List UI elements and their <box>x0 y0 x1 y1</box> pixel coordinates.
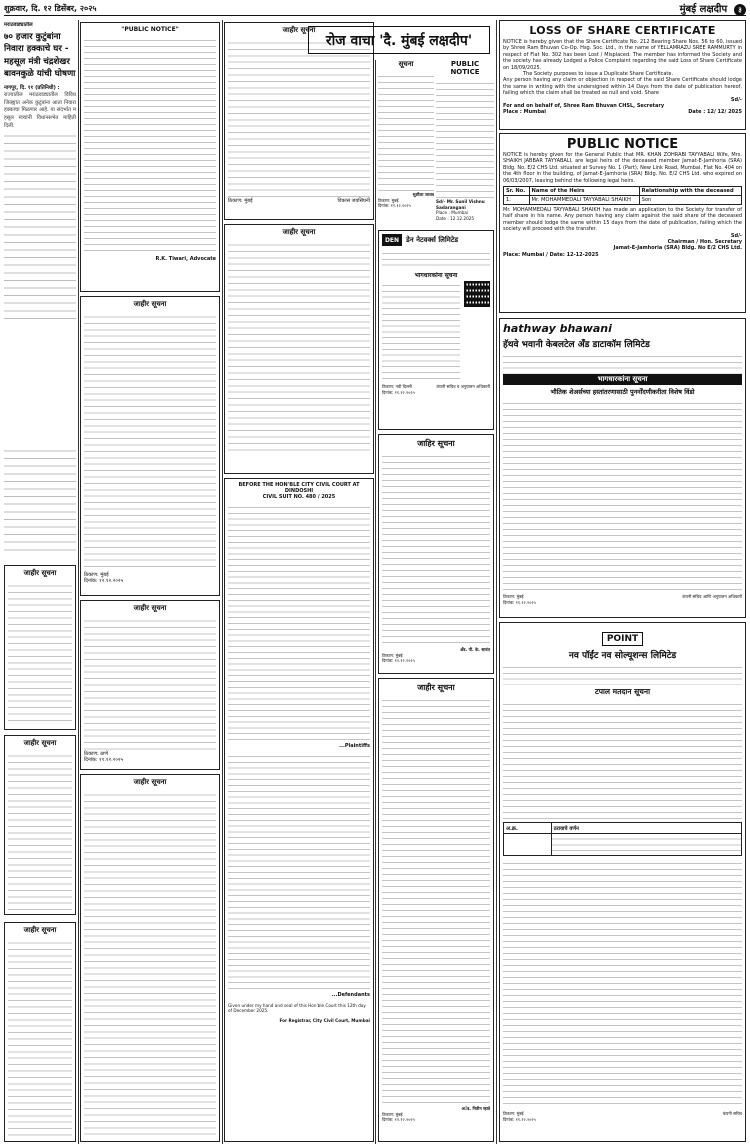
masthead <box>4 2 746 16</box>
notice-place: Place : Mumbai <box>436 210 468 216</box>
den-notice <box>378 230 494 430</box>
notice-box <box>80 774 220 1142</box>
notice-title: जाहीर सूचना <box>133 300 167 308</box>
news-article <box>4 22 76 442</box>
plaintiffs-label: ...Plaintiffs <box>339 743 370 749</box>
column-rule <box>375 60 376 1144</box>
notice-body <box>8 938 72 1136</box>
den-company: डेन नेटवर्क्स लिमिटेड <box>406 235 459 244</box>
loss-place: Place : Mumbai <box>503 109 547 116</box>
table-header: Relationship with the deceased <box>639 187 741 196</box>
notice-date: दिनांक: १२.१२.२०२५ <box>382 658 415 664</box>
den-place: ठिकाण: नवी दिल्ली <box>382 384 412 389</box>
notice-body <box>8 581 72 721</box>
notice-title: जाहीर सूचना <box>133 778 167 786</box>
table-header: ठरावाचे वर्णन <box>551 823 741 834</box>
hathway-company: हॅथवे भवानी केबलटेल अँड डाटाकॉम लिमिटेड <box>503 340 650 350</box>
den-body <box>382 281 460 381</box>
notice-body <box>8 751 72 911</box>
den-header <box>382 234 490 246</box>
pn-body: NOTICE is hereby given for the General Public that MR. KHAN ZOHRABI TAYYABALI Wife, Mrs. SHAIKH JABBAR TAYYABALI, are legal heirs of the deceased member Jamat-E-Jamhoria (SRA) Bldg. No. E/2 CHS Ltd. situated at Survey No. 1 (Part), New Link Road, Mumbai, Flat No. 404 on the 4th floor in the building, of Jamat-E-Jamhoria (SRA) Bldg. No. E/2 CHS Ltd. who expired on 06/03/2007, leaving behind the following legal heirs. <box>503 152 742 184</box>
notice-title: जाहीर सूचना <box>417 683 455 692</box>
notice-body <box>436 79 494 199</box>
loss-body-3: Any person having any claim or objection in respect of the said Share Certificate should lodge the same in writing with the undersigned within 14 Days from the date of publication hereof, failing which the claim shall be treated as null and void. Share <box>503 77 742 97</box>
table-header-row <box>504 187 742 196</box>
defendants-label: ...Defendants <box>331 992 370 999</box>
public-notice-mid <box>436 60 494 225</box>
page-number: ३ <box>734 4 746 16</box>
den-date: दिनांक: ११.१२.२०२५ <box>382 389 415 395</box>
table-cell: Son <box>639 196 741 205</box>
hathway-signer: कंपनी सचिव आणि अनुपालन अधिकारी <box>682 594 742 599</box>
pn-sign-title: Chairman / Hon. Secretary <box>667 239 742 246</box>
den-signer: कंपनी सचिव व अनुपालन अधिकारी <box>436 384 490 389</box>
table-header-row <box>504 823 742 834</box>
table-cell <box>504 834 552 856</box>
court-notice <box>224 478 374 1142</box>
hathway-section: भागधारकांना सूचना <box>503 374 742 385</box>
loss-body: NOTICE is hereby given that the Share Certificate No. 212 Bearing Share Nos. 56 to 60, issued by Shree Ram Bhuvan Co-Op. Hsg. Soc. Ltd., in the name of YELLAMRAZU SREE RAMMURTY in respect of Flat No. 302 has been Lost / Misplaced. The member has informed the Society and the society has already Lodged a Police Complaint regarding the said Loss of Share Certificate on 18/09/2025. <box>503 39 742 71</box>
notice-body <box>84 312 216 572</box>
notice-box <box>378 434 494 674</box>
column-rule <box>222 20 223 1144</box>
point-logo: POINT <box>602 632 643 646</box>
hathway-notice <box>499 318 746 618</box>
resolution-table <box>503 822 742 856</box>
public-notice-right <box>499 133 746 313</box>
notice-place: ठिकाण: मुंबई <box>228 198 253 204</box>
newspaper-banner: रोज वाचा 'दै. मुंबई लक्षदीप' <box>308 26 490 54</box>
notice-date: दिनांक: १२.१२.२०२५ <box>382 1117 415 1123</box>
hathway-address <box>503 352 742 374</box>
notice-body <box>84 790 216 1135</box>
notice-title: सूचना <box>398 60 414 68</box>
notice-signer: अँड. पी. के. सावंत <box>460 647 490 652</box>
pn-sign: Sd/- <box>730 232 742 239</box>
brand-name: मुंबई लक्षदीप <box>679 4 728 15</box>
article-body-filler <box>4 130 76 320</box>
notice-title: जाहिर सूचना <box>417 439 455 448</box>
notice-box <box>378 60 434 225</box>
point-header <box>503 626 742 646</box>
notice-box <box>4 922 76 1142</box>
notice-signer: सुशीला जाधव <box>412 192 434 197</box>
point-body <box>503 700 742 820</box>
den-body-row <box>382 281 490 381</box>
court-subtitle: CIVIL SUIT NO. 480 / 2025 <box>262 494 336 500</box>
loss-of-share-notice <box>499 20 746 130</box>
notice-box <box>80 600 220 770</box>
hathway-body <box>503 399 742 594</box>
table-cell <box>551 834 741 856</box>
pn-body-after: Mr. MOHAMMEDALI TAYYABALI SHAIKH has made an application to the Society for transfer of half share in his name. Any person having any claim against the said share of the deceased member should lodge the same within 15 days from the date of publication, failing which the society will proceed with the transfer. <box>503 207 742 233</box>
qr-code-icon <box>464 281 490 307</box>
hathway-place: ठिकाण: मुंबई <box>503 594 524 599</box>
notice-signer: विकास जयसिंघनी <box>337 198 370 204</box>
article-headline: ७० हजार कुटुंबांना निवारा हक्काचे घर - महसूल मंत्री चंद्रशेखर बावनकुळे यांची घोषणा <box>4 31 76 80</box>
loss-for: For and on behalf of, Shree Ram Bhuvan CHSL, Secretary <box>503 103 665 110</box>
den-notice-title: भागधारकांना सूचना <box>414 272 458 279</box>
notice-body <box>228 38 370 198</box>
pn-title: PUBLIC NOTICE <box>566 137 679 152</box>
table-row <box>504 196 742 205</box>
article-dateline: नागपूर, दि. ११ (प्रतिनिधी) : <box>4 84 60 91</box>
notice-place: ठिकाण: मुंबई <box>382 652 403 658</box>
notice-box <box>4 735 76 915</box>
notice-body <box>84 616 216 751</box>
column-rule <box>78 20 79 1144</box>
table-cell: Mr. MOHAMMEDALI TAYYABALI SHAIKH <box>529 196 639 205</box>
table-header: Sr. No. <box>504 187 530 196</box>
public-notice-left <box>80 22 220 292</box>
den-logo: DEN <box>382 234 402 246</box>
loss-body-2: The Society purposes to issue a Duplicate Share Certificate. <box>523 71 674 78</box>
notice-body <box>84 36 216 256</box>
table-header: अ.क्र. <box>504 823 552 834</box>
pn-society: Jamat-E-Jamhoria (SRA) Bldg. No E/2 CHS Ltd. <box>613 245 742 252</box>
notice-date: दिनांक: ११.१२.२०२५ <box>378 203 411 209</box>
point-place: ठिकाण: मुंबई <box>503 1111 524 1116</box>
pn-place-date: Place: Mumbai / Date: 12-12-2025 <box>503 251 599 258</box>
den-address <box>382 249 490 269</box>
notice-title: जाहीर सूचना <box>133 604 167 612</box>
den-footer <box>382 384 490 390</box>
notice-title: जाहीर सूचना <box>23 569 57 577</box>
notice-title: जाहीर सूचना <box>23 926 57 934</box>
notice-title: PUBLIC NOTICE <box>450 60 480 76</box>
news-article-continued <box>4 445 76 555</box>
point-date: दिनांक: ११.१२.२०२५ <box>503 1116 536 1122</box>
court-signer: For Registrar, City Civil Court, Mumbai <box>279 1018 370 1023</box>
notice-place: ठिकाण: मुंबई <box>382 1111 403 1117</box>
notice-signer: Sd/- Mr. Sunil Vishnu Sadarangani <box>436 199 485 210</box>
notice-place: ठिकाण: मुंबई <box>378 197 399 203</box>
heirs-table <box>503 186 742 205</box>
point-signer: कंपनी सचिव <box>722 1111 742 1116</box>
table-row <box>504 834 742 856</box>
point-notice <box>499 622 746 1142</box>
notice-date: दिनांक: ११.१२.२०२५ <box>84 757 124 764</box>
notice-date: Date : 12.12.2025 <box>436 215 475 221</box>
notice-body <box>382 696 490 1106</box>
loss-sd: Sd/- <box>730 96 742 103</box>
notice-body <box>378 72 434 192</box>
notice-date: दिनांक: १२.१२.२०२५ <box>84 578 124 585</box>
notice-place: ठिकाण: ठाणे <box>84 751 109 757</box>
court-given: Given under my hand and seal of this Hon'ble Court this 12th day of December 2025. <box>228 1002 366 1014</box>
notice-box <box>4 565 76 730</box>
notice-title: जाहीर सूचना <box>23 739 57 747</box>
notice-box <box>378 678 494 1142</box>
defendants-list <box>228 752 370 992</box>
notice-box <box>224 224 374 474</box>
notice-signer: R.K. Tiwari, Advocate <box>155 256 216 262</box>
notice-box <box>80 296 220 596</box>
hathway-date: दिनांक: ११.१२.२०२५ <box>503 599 536 605</box>
notice-title: जाहीर सूचना <box>282 228 316 236</box>
masthead-brand <box>680 1 746 16</box>
notice-place: ठिकाण: मुंबई <box>84 572 109 578</box>
hathway-headline: भौतिक शेअर्सच्या हस्तांतरणासाठी पुनर्नोंदणीकरीता विशेष विंडो <box>550 388 695 396</box>
point-notice-title: टपाल मतदान सूचना <box>594 687 651 696</box>
hathway-logo: hathway bhawani <box>503 322 612 335</box>
point-company: नव पॉईंट नव सोल्यूशन्स लिमिटेड <box>568 651 677 661</box>
point-address <box>503 663 742 685</box>
notice-signer: अॅड. नितीन म्हात्रे <box>461 1106 490 1111</box>
notice-footer <box>228 198 370 204</box>
article-lead: राज्यातील मराठवाड्यातील विविध जिल्ह्यांत अनेक कुटुंबांना आता निवारा हक्काचा मिळणार आहे. या संदर्भात महसूल मंत्र्यांनी विधानसभेत माहिती दिली. <box>4 92 76 129</box>
table-cell: 1. <box>504 196 530 205</box>
column-rule <box>496 20 497 1144</box>
table-header: Name of the Heirs <box>529 187 639 196</box>
notice-body <box>228 240 370 455</box>
plaintiffs-list <box>228 503 370 743</box>
loss-title: LOSS OF SHARE CERTIFICATE <box>529 24 716 37</box>
notice-title: जाहीर सूचना <box>282 26 316 34</box>
court-title: BEFORE THE HON'BLE CITY CIVIL COURT AT DINDOSHI <box>238 482 360 494</box>
notice-body <box>382 452 490 647</box>
masthead-date: शुक्रवार, दि. १२ डिसेंबर, २०२५ <box>4 4 97 13</box>
point-body-2 <box>503 859 742 1109</box>
loss-date: Date : 12/ 12/ 2025 <box>688 109 742 116</box>
loss-footer <box>503 109 742 115</box>
article-kicker: मराठवाड्यातील <box>4 22 33 28</box>
notice-title: "PUBLIC NOTICE" <box>121 26 179 33</box>
